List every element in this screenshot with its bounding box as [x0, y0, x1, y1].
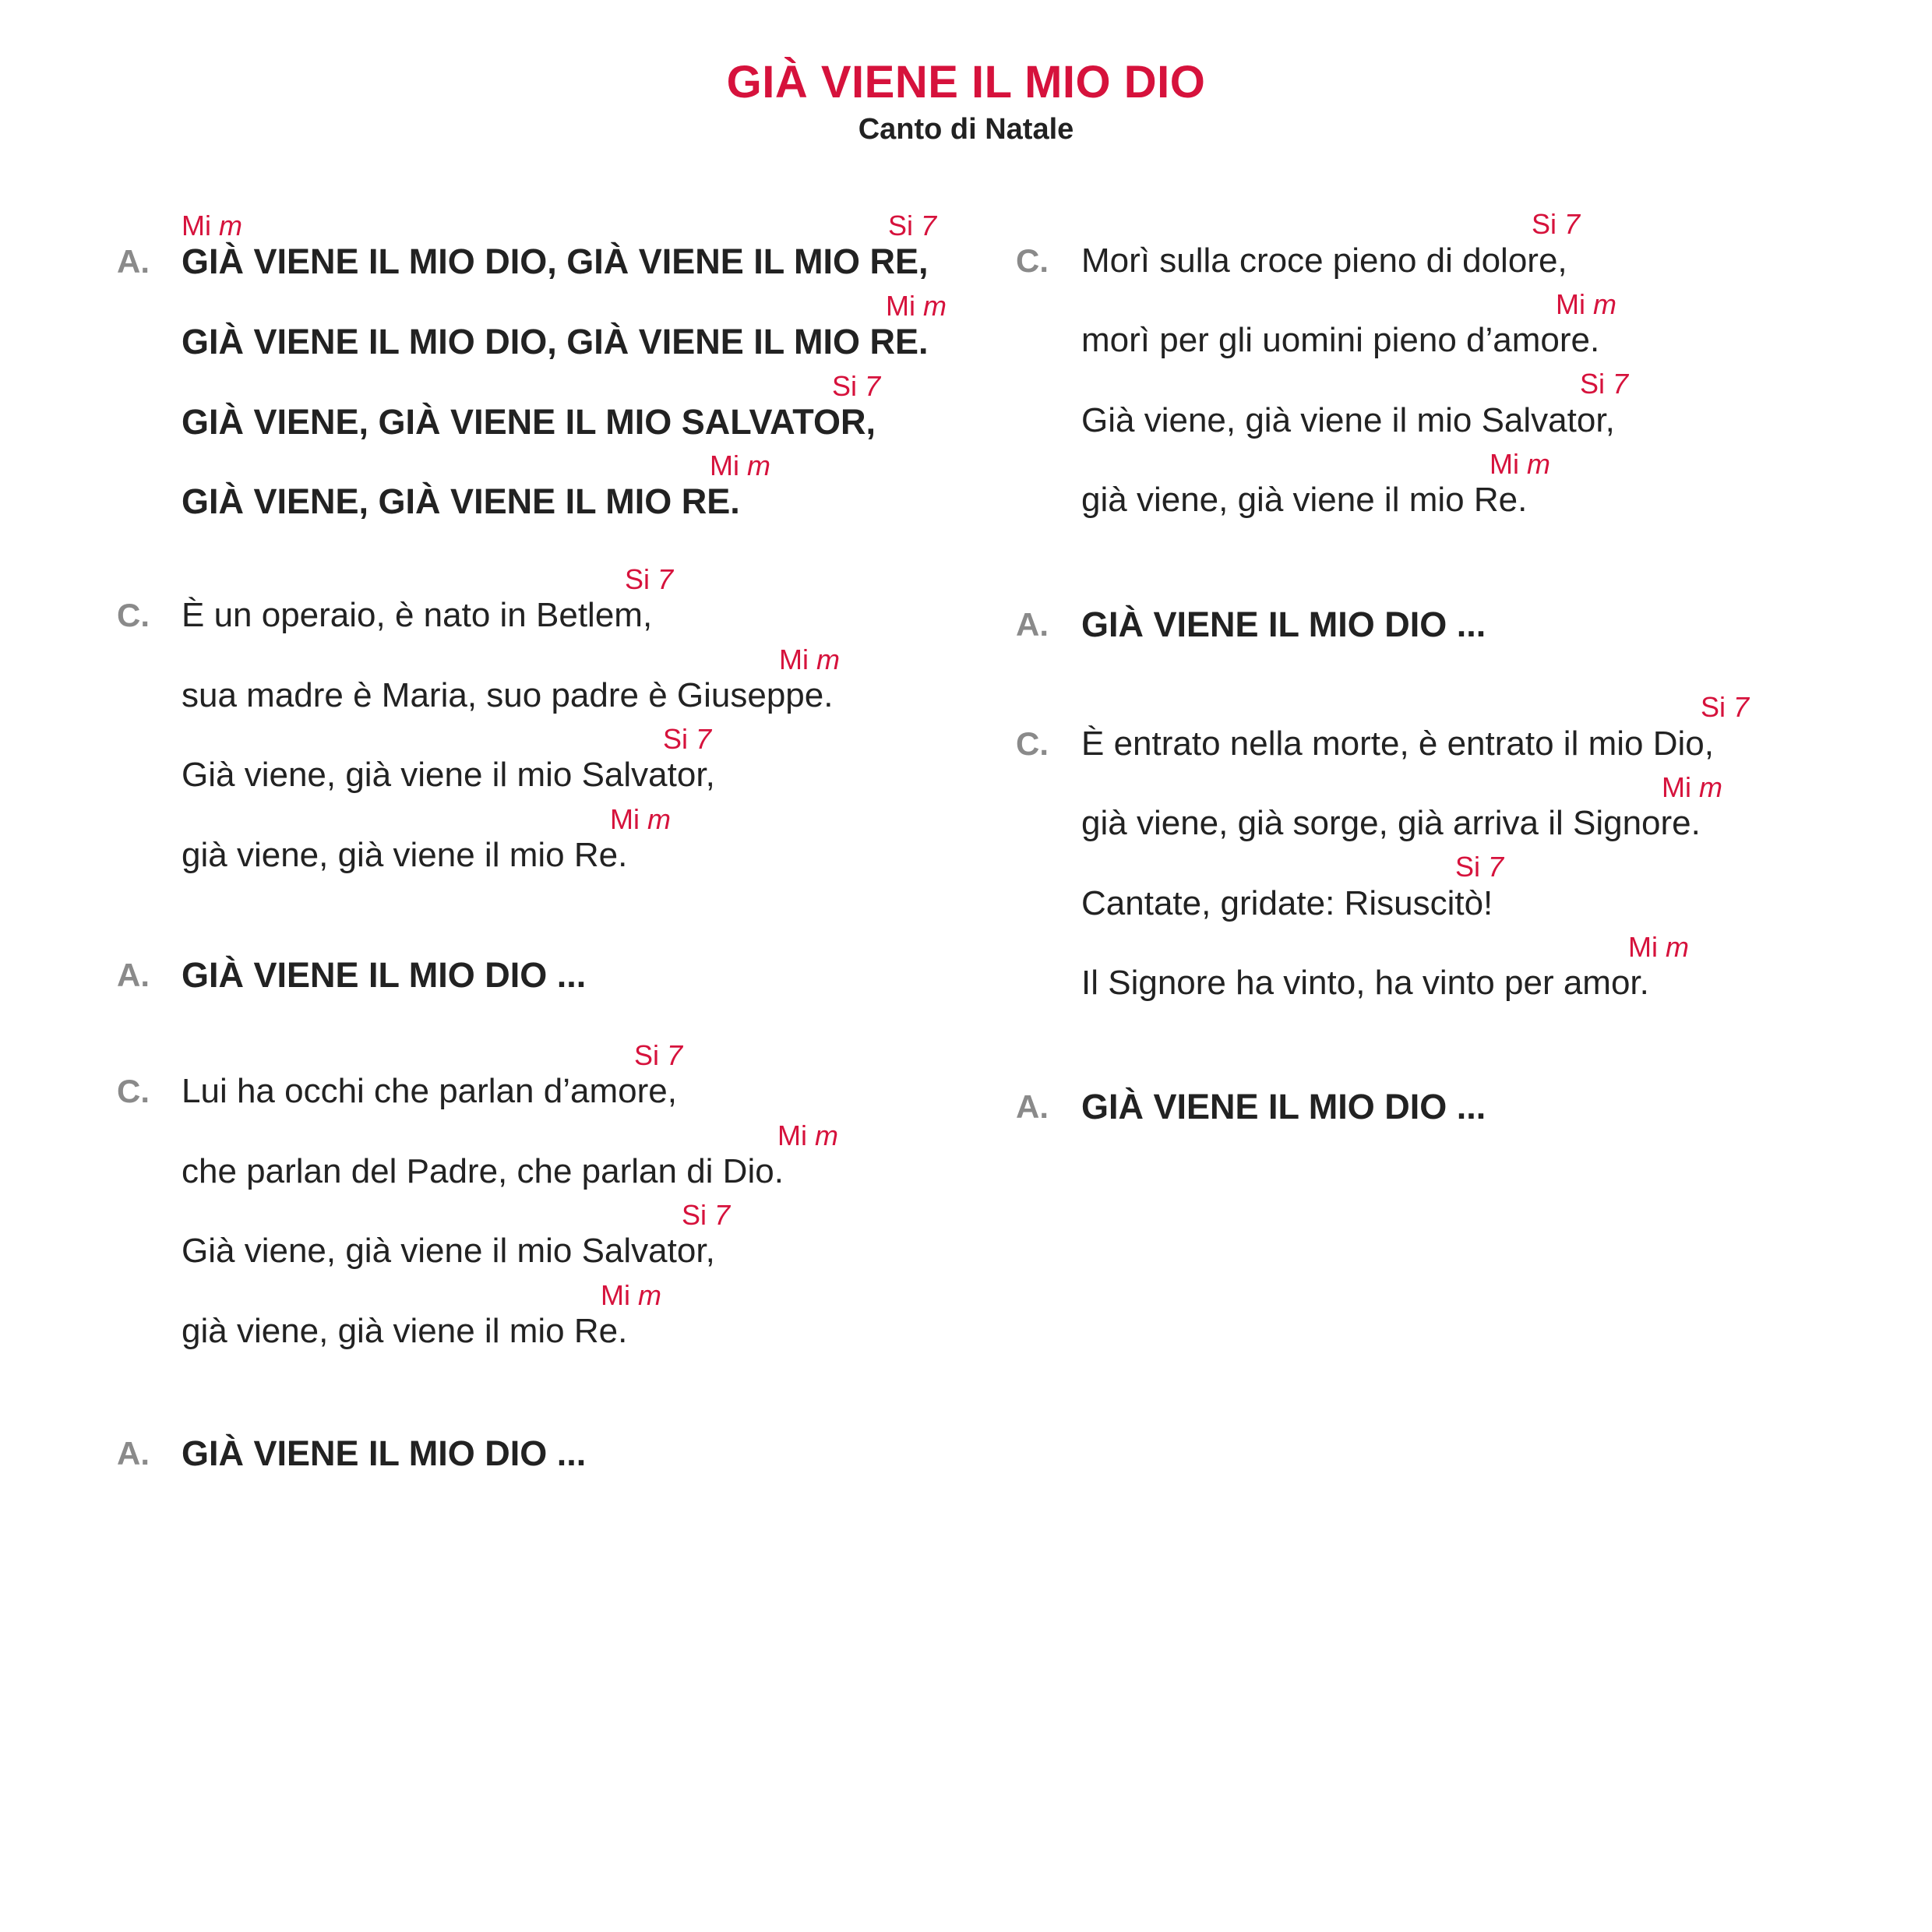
chord-root: Mi — [710, 450, 747, 481]
lyric-line: Già viene, già viene il mio Salvator, — [182, 756, 715, 794]
chord-root: Mi — [779, 643, 816, 675]
chord-root: Mi — [610, 803, 647, 835]
lyric-line: È un operaio, è nato in Betlem, — [182, 596, 653, 634]
chord-quality: 7 — [667, 1039, 683, 1071]
chord-quality: m — [923, 290, 947, 322]
lyric-line: GIÀ VIENE IL MIO DIO ... — [182, 955, 587, 995]
chord — [610, 804, 671, 835]
chord-root: Si — [1701, 691, 1734, 723]
lyric-line: GIÀ VIENE IL MIO DIO ... — [1081, 605, 1486, 644]
chord-quality: m — [219, 210, 242, 242]
chord — [832, 371, 880, 402]
chord — [1455, 851, 1504, 883]
chord — [888, 210, 936, 242]
chord-root: Si — [625, 563, 658, 595]
chord-root: Mi — [1490, 448, 1527, 480]
chord-quality: m — [815, 1119, 838, 1151]
chord-quality: 7 — [714, 1199, 731, 1231]
chord-quality: 7 — [1564, 208, 1581, 240]
lyric-line: che parlan del Padre, che parlan di Dio. — [182, 1152, 784, 1190]
chord-quality: m — [1666, 931, 1689, 963]
lyric-line: sua madre è Maria, suo padre è Giuseppe. — [182, 676, 834, 714]
stanza-label: A. — [117, 957, 150, 993]
chord — [777, 1120, 838, 1151]
chord-quality: 7 — [1613, 368, 1629, 400]
chord — [1532, 209, 1580, 240]
stanza-label: C. — [117, 1073, 150, 1109]
chord-quality: 7 — [1488, 851, 1504, 883]
chord — [710, 450, 770, 481]
chord — [1490, 449, 1550, 480]
chord-root: Si — [682, 1199, 715, 1231]
chord-root: Mi — [886, 290, 923, 322]
lyric-line: già viene, già viene il mio Re. — [1081, 481, 1528, 519]
lyric-line: Cantate, gridate: Risuscitò! — [1081, 884, 1493, 922]
lyric-line: Il Signore ha vinto, ha vinto per amor. — [1081, 964, 1649, 1002]
stanza-label: C. — [117, 597, 150, 633]
chord — [1580, 368, 1628, 400]
lyric-line: GIÀ VIENE IL MIO DIO, GIÀ VIENE IL MIO RE. — [182, 322, 929, 361]
chord-quality: m — [647, 803, 671, 835]
chord-quality: 7 — [1733, 691, 1750, 723]
chord-quality: m — [816, 643, 840, 675]
stanza-label: A. — [1016, 606, 1049, 643]
lyric-line: È entrato nella morte, è entrato il mio Dio, — [1081, 724, 1714, 763]
chord-root: Mi — [1556, 288, 1593, 320]
song-subtitle: Canto di Natale — [858, 113, 1074, 146]
lyric-line: già viene, già viene il mio Re. — [182, 1312, 628, 1350]
chord — [634, 1040, 682, 1071]
lyric-line: Lui ha occhi che parlan d’amore, — [182, 1072, 677, 1110]
lyric-line: Già viene, già viene il mio Salvator, — [1081, 401, 1615, 439]
chord — [1556, 289, 1616, 320]
chord-quality: m — [1527, 448, 1550, 480]
chord — [601, 1280, 661, 1311]
chord-quality: 7 — [658, 563, 674, 595]
lyric-line: GIÀ VIENE, GIÀ VIENE IL MIO RE. — [182, 481, 740, 521]
lyric-line: Già viene, già viene il mio Salvator, — [182, 1232, 715, 1270]
chord-quality: 7 — [921, 210, 937, 242]
chord-quality: m — [1593, 288, 1616, 320]
chord-quality: m — [747, 450, 770, 481]
lyric-line: GIÀ VIENE IL MIO DIO ... — [182, 1433, 587, 1473]
chord-root: Mi — [777, 1119, 815, 1151]
chord — [1701, 692, 1749, 723]
lyric-line: GIÀ VIENE, GIÀ VIENE IL MIO SALVATOR, — [182, 402, 876, 442]
chord — [1628, 932, 1689, 963]
chord-root: Si — [832, 370, 866, 402]
chord-root: Si — [1455, 851, 1489, 883]
chord — [663, 724, 711, 755]
chord — [886, 291, 947, 322]
chord — [182, 210, 242, 242]
lyric-line: morì per gli uomini pieno d’amore. — [1081, 321, 1600, 359]
chord-root: Mi — [182, 210, 219, 242]
lyric-line: già viene, già viene il mio Re. — [182, 836, 628, 874]
song-title: GIÀ VIENE IL MIO DIO — [726, 57, 1206, 108]
chord-root: Mi — [1628, 931, 1666, 963]
chord-quality: 7 — [696, 723, 712, 755]
lyric-line: GIÀ VIENE IL MIO DIO, GIÀ VIENE IL MIO RE, — [182, 242, 929, 281]
chord-root: Si — [1580, 368, 1613, 400]
chord-root: Si — [663, 723, 696, 755]
stanza-label: A. — [1016, 1088, 1049, 1125]
stanza-label: A. — [117, 1435, 150, 1472]
stanza-label: C. — [1016, 725, 1049, 762]
chord — [779, 644, 840, 675]
chord-quality: 7 — [865, 370, 881, 402]
lyric-line: già viene, già sorge, già arriva il Signore. — [1081, 804, 1701, 842]
chord-root: Mi — [1662, 771, 1699, 803]
chord-root: Mi — [601, 1279, 638, 1311]
chord-root: Si — [634, 1039, 668, 1071]
chord-quality: m — [1699, 771, 1722, 803]
chord-root: Si — [1532, 208, 1565, 240]
lyric-line: GIÀ VIENE IL MIO DIO ... — [1081, 1087, 1486, 1126]
chord-quality: m — [638, 1279, 661, 1311]
chord — [625, 564, 673, 595]
chord — [1662, 772, 1722, 803]
chord — [682, 1200, 730, 1231]
lyric-line: Morì sulla croce pieno di dolore, — [1081, 242, 1567, 280]
stanza-label: A. — [117, 243, 150, 280]
chord-root: Si — [888, 210, 922, 242]
stanza-label: C. — [1016, 242, 1049, 279]
